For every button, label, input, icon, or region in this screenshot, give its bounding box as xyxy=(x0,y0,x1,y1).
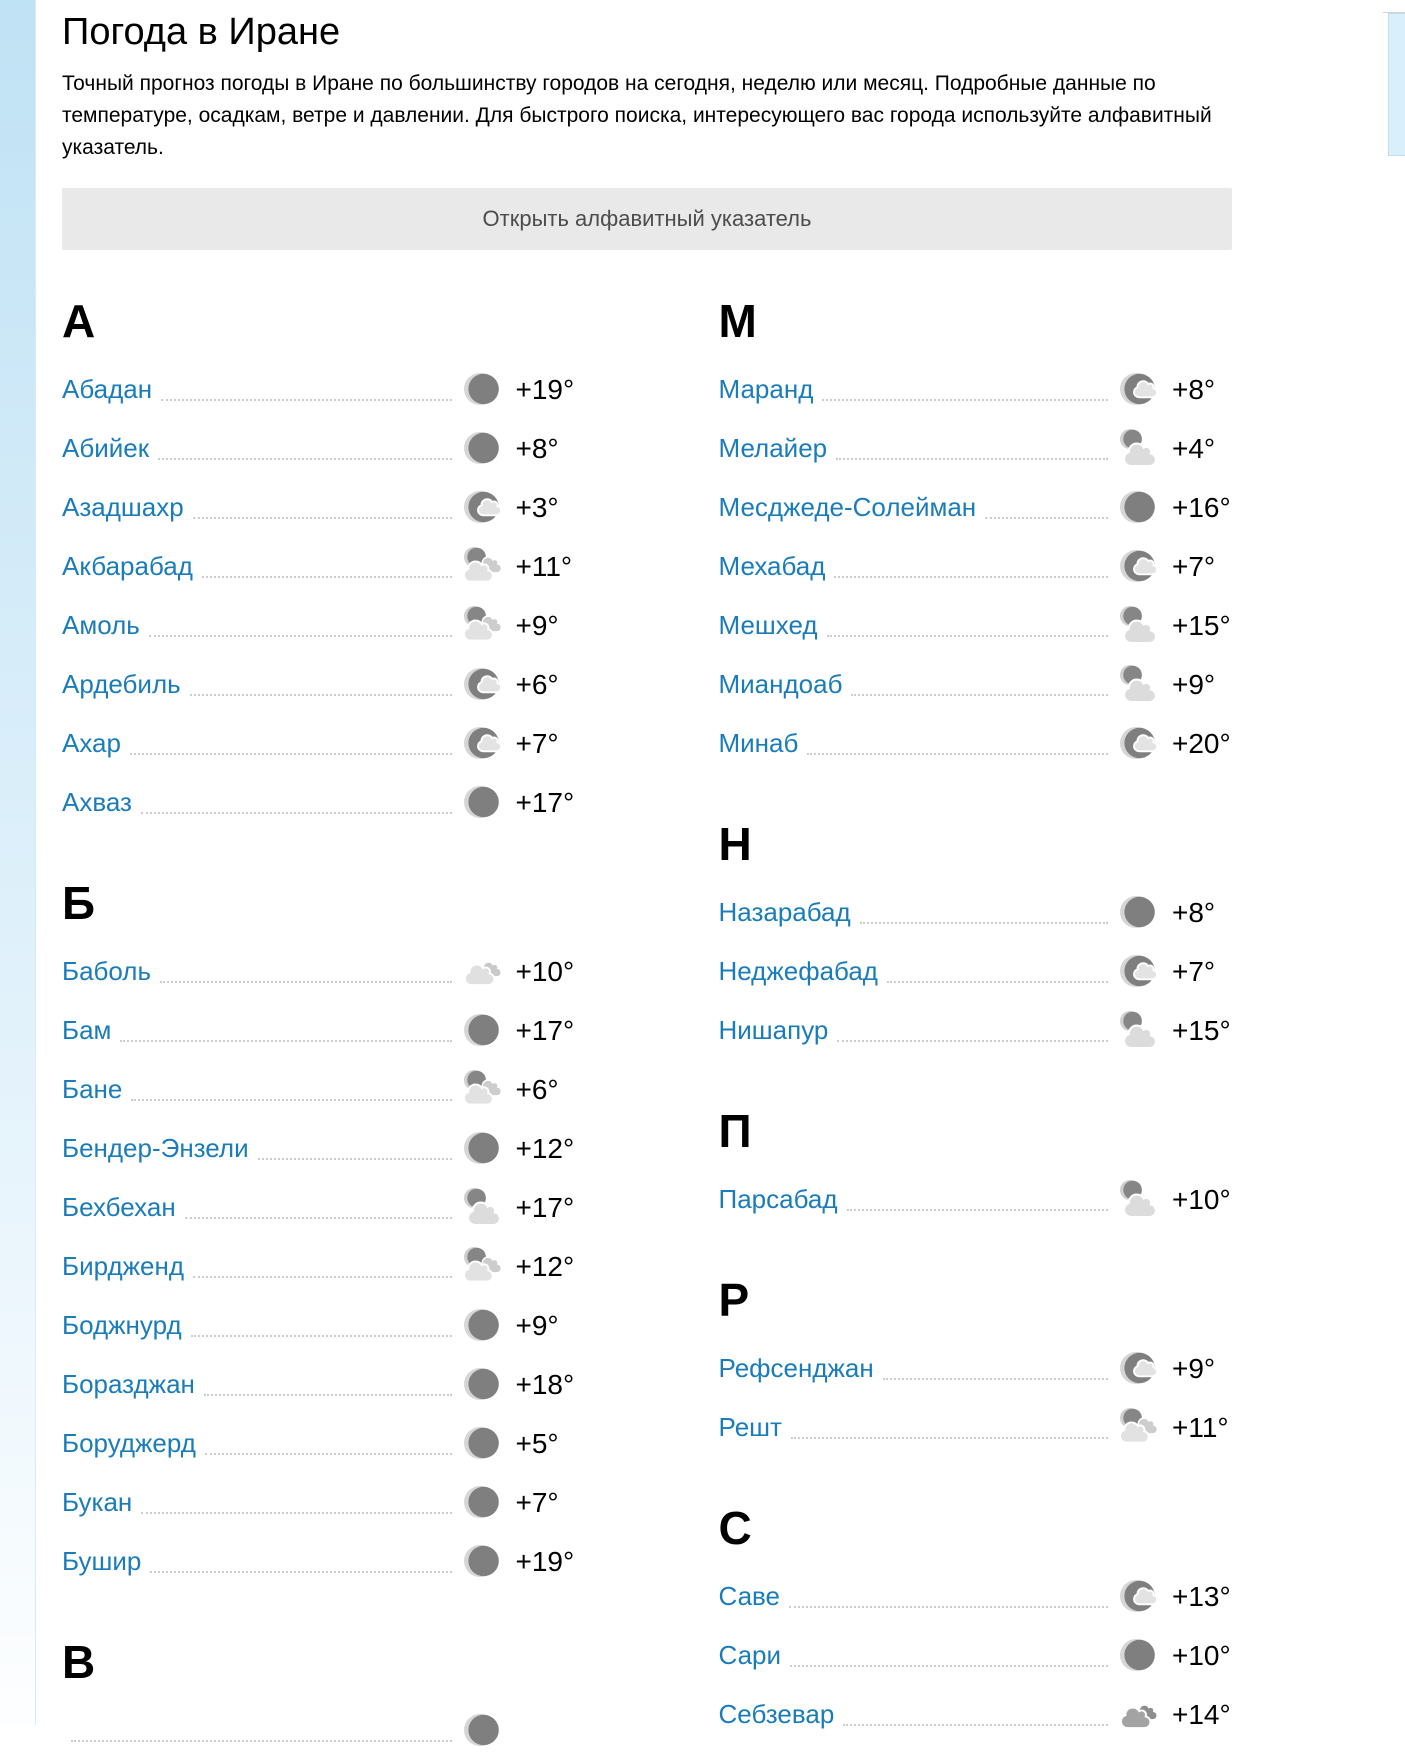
city-row xyxy=(62,1701,576,1760)
cloud-moon-icon xyxy=(1118,664,1158,706)
temperature-value: +14° xyxy=(1172,1698,1231,1730)
city-row xyxy=(719,478,1233,537)
moon-icon xyxy=(1118,1635,1158,1677)
city-link[interactable]: Саве xyxy=(718,1581,781,1611)
temperature-value: +9° xyxy=(1172,1352,1216,1384)
moon-icon xyxy=(462,782,502,824)
city-row xyxy=(719,1339,1233,1398)
moon-icon xyxy=(462,1710,502,1752)
letter-section xyxy=(62,878,576,1591)
city-link[interactable]: Нишапур xyxy=(718,1015,829,1045)
temperature-value: +11° xyxy=(515,550,573,582)
city-link[interactable]: Сари xyxy=(718,1640,782,1670)
temperature-value: +9° xyxy=(515,1309,559,1341)
dotted-leader xyxy=(161,399,451,401)
city-columns xyxy=(62,250,1232,1760)
dotted-leader xyxy=(202,576,452,578)
column-2 xyxy=(719,250,1233,1760)
section-letter-heading: В xyxy=(62,1636,96,1688)
moon-small-cloud-icon xyxy=(1118,1348,1158,1390)
open-alphabet-index-button[interactable]: Открыть алфавитный указатель xyxy=(62,188,1232,250)
moon-small-cloud-icon xyxy=(462,664,502,706)
page-description: Точный прогноз погоды в Иране по большинству городов на сегодня, неделю или месяц. Подробные данные по температуре, осадкам, ветре и давлении. Для быстрого поиска, интересующего вас города используйте алфавитный указатель. xyxy=(62,72,1212,159)
dotted-leader xyxy=(791,1437,1108,1439)
dotted-leader xyxy=(837,1040,1108,1042)
city-link[interactable]: Амоль xyxy=(62,610,140,640)
city-link[interactable]: Парсабад xyxy=(718,1184,838,1214)
temperature-value: +17° xyxy=(515,1191,575,1223)
city-row xyxy=(719,537,1233,596)
dotted-leader xyxy=(204,1394,452,1396)
city-link[interactable]: Бехбехан xyxy=(62,1192,176,1222)
city-row xyxy=(719,419,1233,478)
moon-small-cloud-icon xyxy=(1118,369,1158,411)
temperature-value: +11° xyxy=(1172,1411,1229,1443)
city-row xyxy=(62,1119,576,1178)
temperature-value: +15° xyxy=(1172,609,1231,641)
dotted-leader xyxy=(860,922,1108,924)
temperature-value: +10° xyxy=(515,955,575,987)
cloud-moon-icon xyxy=(1118,605,1158,647)
dotted-leader xyxy=(827,635,1108,637)
temperature-value: +5° xyxy=(515,1427,559,1459)
city-link[interactable]: Акбарабад xyxy=(62,551,193,581)
moon-icon xyxy=(462,369,502,411)
temperature-value: +15° xyxy=(1172,1014,1231,1046)
city-row xyxy=(62,1355,576,1414)
section-letter-heading: Н xyxy=(718,818,752,870)
city-row xyxy=(719,714,1233,773)
letter-section xyxy=(62,296,576,832)
city-list xyxy=(62,360,576,832)
dotted-leader xyxy=(834,576,1108,578)
dotted-leader xyxy=(150,1571,451,1573)
city-list xyxy=(719,1567,1233,1744)
temperature-value: +3° xyxy=(515,491,559,523)
dotted-leader xyxy=(131,1099,451,1101)
dotted-leader xyxy=(822,399,1108,401)
letter-section xyxy=(719,296,1233,773)
dotted-leader xyxy=(789,1606,1108,1608)
city-list xyxy=(62,1701,576,1760)
city-row xyxy=(62,942,576,1001)
city-row xyxy=(62,419,576,478)
dotted-leader xyxy=(883,1378,1108,1380)
city-link[interactable]: Неджефабад xyxy=(718,956,878,986)
city-link[interactable]: Бушир xyxy=(62,1546,142,1576)
city-row xyxy=(62,596,576,655)
left-edge-strip xyxy=(0,0,36,1725)
temperature-value: +18° xyxy=(515,1368,575,1400)
letter-section xyxy=(719,1106,1233,1229)
temperature-value: +9° xyxy=(1172,668,1216,700)
section-letter-heading: Р xyxy=(718,1274,750,1326)
city-link[interactable]: Решт xyxy=(718,1412,782,1442)
city-row xyxy=(62,1237,576,1296)
temperature-value: +8° xyxy=(1172,373,1216,405)
temperature-value: +7° xyxy=(515,727,559,759)
city-row xyxy=(62,537,576,596)
city-row xyxy=(62,1001,576,1060)
city-link[interactable]: Бам xyxy=(62,1015,112,1045)
city-link[interactable]: Баболь xyxy=(62,956,152,986)
page-title: Погода в Иране xyxy=(62,11,341,53)
city-list xyxy=(719,883,1233,1060)
city-row xyxy=(719,655,1233,714)
city-link[interactable]: Бендер-Энзели xyxy=(62,1133,249,1163)
temperature-value: +4° xyxy=(1172,432,1216,464)
city-link[interactable]: Боруджерд xyxy=(62,1428,196,1458)
temperature-value: +12° xyxy=(515,1250,575,1282)
city-link[interactable]: Боджнурд xyxy=(62,1310,182,1340)
city-link[interactable]: Мелайер xyxy=(718,433,828,463)
dotted-leader xyxy=(141,1512,451,1514)
dotted-leader xyxy=(149,635,452,637)
city-row xyxy=(719,596,1233,655)
letter-section xyxy=(719,1275,1233,1457)
city-row xyxy=(719,942,1233,1001)
moon-small-cloud-icon xyxy=(1118,723,1158,765)
temperature-value: +7° xyxy=(1172,550,1216,582)
temperature-value: +8° xyxy=(515,432,559,464)
moon-icon xyxy=(1118,487,1158,529)
dotted-leader xyxy=(191,1335,452,1337)
moon-icon xyxy=(462,1010,502,1052)
city-row xyxy=(719,1685,1233,1744)
city-row xyxy=(62,1178,576,1237)
city-link[interactable]: Абийек xyxy=(62,433,150,463)
city-link[interactable]: Мешхед xyxy=(718,610,818,640)
temperature-value: +8° xyxy=(1172,896,1216,928)
temperature-value: +7° xyxy=(515,1486,559,1518)
dotted-leader xyxy=(190,694,452,696)
moon-icon xyxy=(462,1305,502,1347)
letter-section xyxy=(719,819,1233,1060)
dotted-leader xyxy=(71,1740,452,1742)
city-link[interactable]: Назарабад xyxy=(718,897,851,927)
section-letter-heading: М xyxy=(718,295,757,347)
column-1 xyxy=(62,250,576,1760)
section-letter-heading: С xyxy=(718,1502,752,1554)
cloud-moon-icon xyxy=(1118,1010,1158,1052)
dotted-leader xyxy=(160,981,451,983)
temperature-value: +16° xyxy=(1172,491,1231,523)
temperature-value: +9° xyxy=(515,609,559,641)
clouds-moon-icon xyxy=(1118,1407,1158,1449)
city-link[interactable]: Абадан xyxy=(62,374,153,404)
city-link[interactable]: Мехабад xyxy=(718,551,826,581)
dotted-leader xyxy=(985,517,1108,519)
cloud-moon-icon xyxy=(462,1187,502,1229)
moon-icon xyxy=(462,428,502,470)
city-link[interactable]: Букан xyxy=(62,1487,133,1517)
city-row xyxy=(719,1398,1233,1457)
city-row xyxy=(62,773,576,832)
moon-small-cloud-icon xyxy=(462,723,502,765)
temperature-value: +6° xyxy=(515,1073,559,1105)
moon-icon xyxy=(462,1364,502,1406)
city-link[interactable]: Ардебиль xyxy=(62,669,181,699)
city-list xyxy=(719,360,1233,773)
city-link[interactable]: Минаб xyxy=(718,728,799,758)
clouds-moon-icon xyxy=(462,1246,502,1288)
dotted-leader xyxy=(185,1217,452,1219)
letter-section xyxy=(62,1637,576,1760)
temperature-value: +10° xyxy=(1172,1639,1231,1671)
dotted-leader xyxy=(790,1665,1108,1667)
dark-clouds-icon xyxy=(1118,1694,1158,1736)
city-row xyxy=(62,1296,576,1355)
city-row xyxy=(62,360,576,419)
city-link[interactable]: Миандоаб xyxy=(718,669,843,699)
cloud-moon-icon xyxy=(1118,428,1158,470)
city-link[interactable]: Месджеде-Солейман xyxy=(718,492,977,522)
moon-small-cloud-icon xyxy=(1118,951,1158,993)
moon-icon xyxy=(462,1423,502,1465)
moon-icon xyxy=(462,1482,502,1524)
section-letter-heading: П xyxy=(718,1105,752,1157)
dotted-leader xyxy=(258,1158,452,1160)
dotted-leader xyxy=(836,458,1108,460)
moon-small-cloud-icon xyxy=(1118,546,1158,588)
moon-small-cloud-icon xyxy=(462,487,502,529)
city-row xyxy=(62,655,576,714)
clouds-moon-icon xyxy=(462,546,502,588)
temperature-value: +20° xyxy=(1172,727,1231,759)
section-letter-heading: А xyxy=(62,295,96,347)
city-link[interactable]: Бирдженд xyxy=(62,1251,185,1281)
temperature-value: +10° xyxy=(1172,1183,1231,1215)
dotted-leader xyxy=(847,1209,1109,1211)
dotted-leader xyxy=(141,812,452,814)
dotted-leader xyxy=(158,458,451,460)
section-letter-heading: Б xyxy=(62,877,96,929)
city-row xyxy=(719,1001,1233,1060)
dotted-leader xyxy=(120,1040,451,1042)
temperature-value: +7° xyxy=(1172,955,1216,987)
city-link[interactable]: Азадшахр xyxy=(62,492,184,522)
city-list xyxy=(62,942,576,1591)
city-link[interactable]: Рефсенджан xyxy=(718,1353,874,1383)
temperature-value: +19° xyxy=(515,373,575,405)
moon-icon xyxy=(1118,892,1158,934)
dotted-leader xyxy=(130,753,452,755)
dotted-leader xyxy=(887,981,1108,983)
city-list xyxy=(719,1339,1233,1457)
city-row xyxy=(62,714,576,773)
city-row xyxy=(62,1060,576,1119)
moon-icon xyxy=(462,1128,502,1170)
city-row xyxy=(62,1532,576,1591)
city-row xyxy=(62,478,576,537)
clouds-icon xyxy=(462,951,502,993)
temperature-value: +17° xyxy=(515,1014,575,1046)
dotted-leader xyxy=(851,694,1108,696)
main-content xyxy=(62,0,1232,1760)
temperature-value: +17° xyxy=(515,786,575,818)
temperature-value: +6° xyxy=(515,668,559,700)
clouds-moon-icon xyxy=(462,605,502,647)
city-link[interactable]: Себзевар xyxy=(718,1699,835,1729)
scrollbar-thumb[interactable] xyxy=(1388,13,1405,156)
city-row xyxy=(719,1567,1233,1626)
city-list xyxy=(719,1170,1233,1229)
city-row xyxy=(719,883,1233,942)
city-row xyxy=(62,1473,576,1532)
temperature-value: +13° xyxy=(1172,1580,1231,1612)
dotted-leader xyxy=(193,517,452,519)
dotted-leader xyxy=(807,753,1108,755)
city-link[interactable]: Маранд xyxy=(718,374,814,404)
city-link[interactable]: Бане xyxy=(62,1074,123,1104)
city-row xyxy=(719,360,1233,419)
city-link[interactable]: Боразджан xyxy=(62,1369,195,1399)
city-row xyxy=(719,1626,1233,1685)
dotted-leader xyxy=(205,1453,452,1455)
city-row xyxy=(62,1414,576,1473)
clouds-moon-icon xyxy=(462,1069,502,1111)
cloud-moon-icon xyxy=(1118,1179,1158,1221)
moon-small-cloud-icon xyxy=(1118,1576,1158,1618)
temperature-value: +19° xyxy=(515,1545,575,1577)
city-link[interactable]: Ахар xyxy=(62,728,121,758)
city-link[interactable]: Ахваз xyxy=(62,787,132,817)
temperature-value: +12° xyxy=(515,1132,575,1164)
letter-section xyxy=(719,1503,1233,1744)
moon-icon xyxy=(462,1541,502,1583)
dotted-leader xyxy=(193,1276,451,1278)
city-row xyxy=(719,1170,1233,1229)
